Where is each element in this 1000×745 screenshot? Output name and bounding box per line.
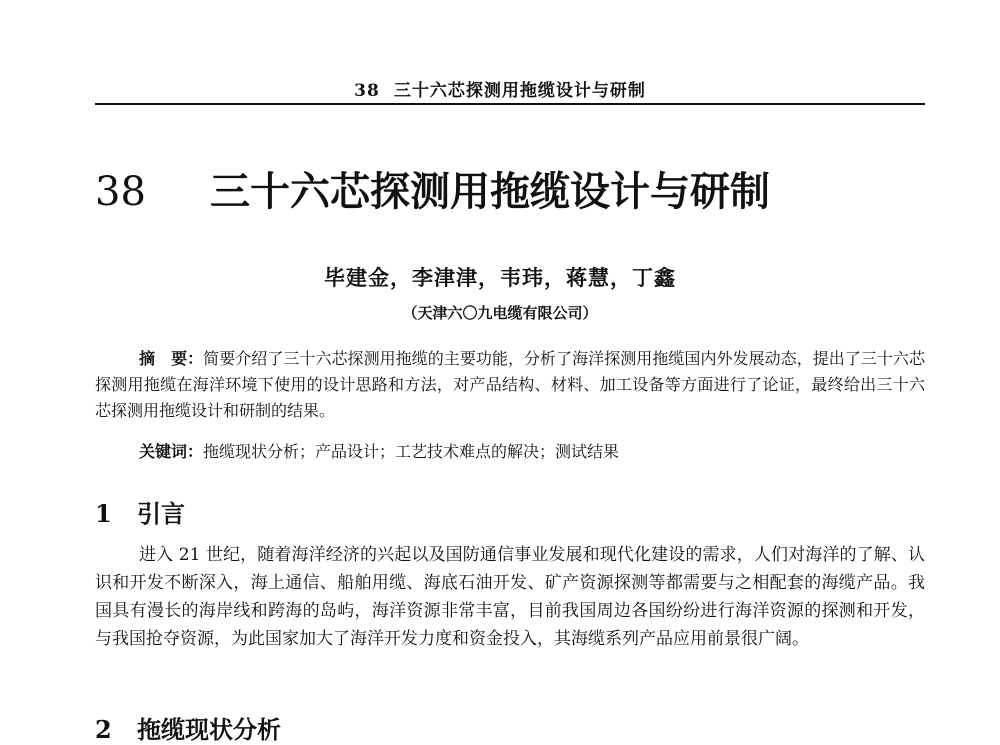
abstract	[95, 346, 925, 424]
keywords-text: 拖缆现状分析；产品设计；工艺技术难点的解决；测试结果	[203, 442, 620, 461]
section-number: 2	[95, 715, 112, 744]
keywords	[139, 439, 925, 465]
section-heading-1	[95, 494, 185, 529]
section-heading-2	[95, 710, 281, 745]
running-header	[0, 76, 1000, 101]
chapter-number: 38	[95, 169, 146, 215]
header-rule	[95, 103, 925, 105]
section-title: 引言	[137, 499, 185, 528]
paper-title	[95, 160, 770, 217]
intro-paragraph: 进入 21 世纪，随着海洋经济的兴起以及国防通信事业发展和现代化建设的需求，人们对海洋的了解、认识和开发不断深入，海上通信、船舶用缆、海底石油开发、矿产资源探测等都需要与之相配套的海缆产品。我国具有漫长的海岸线和跨海的岛屿，海洋资源非常丰富，目前我国周边各国纷纷进行海洋资源的探测和开发，与我国抢夺资源，为此国家加大了海洋开发力度和资金投入，其海缆系列产品应用前景很广阔。	[95, 545, 925, 649]
affiliation: （天津六〇九电缆有限公司）	[402, 304, 598, 322]
keywords-label: 关键词：	[139, 442, 204, 461]
abstract-label: 摘 要：	[139, 349, 204, 368]
section-number: 1	[95, 499, 112, 528]
abstract-text: 简要介绍了三十六芯探测用拖缆的主要功能，分析了海洋探测用拖缆国内外发展动态，提出了三十六芯探测用拖缆在海洋环境下使用的设计思路和方法，对产品结构、材料、加工设备等方面进行了论证，最终给出三十六芯探测用拖缆设计和研制的结果。	[95, 349, 925, 420]
section-title: 拖缆现状分析	[137, 715, 281, 744]
running-header-title: 三十六芯探测用拖缆设计与研制	[393, 81, 646, 101]
title-text: 三十六芯探测用拖缆设计与研制	[210, 168, 770, 215]
running-header-number: 38	[354, 81, 380, 101]
authors: 毕建金，李津津，韦玮，蒋慧，丁鑫	[324, 265, 676, 290]
